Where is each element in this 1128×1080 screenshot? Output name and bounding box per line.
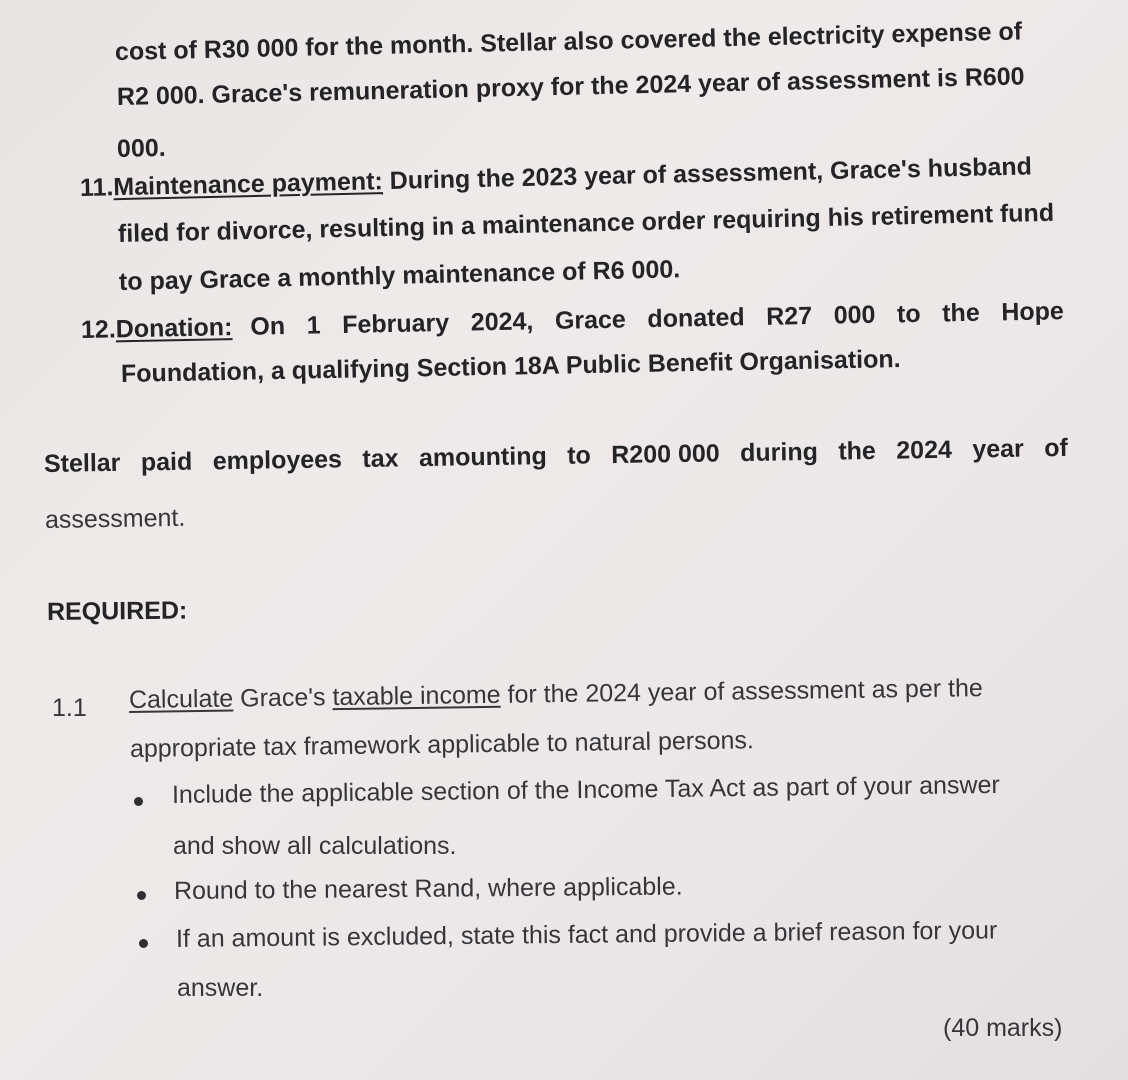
bullet-dot-1 (134, 797, 143, 806)
question-line-2: appropriate tax framework applicable to natural persons. (129, 726, 755, 763)
item-12-word: February (341, 308, 450, 339)
question-text-a: Grace's (233, 683, 333, 713)
question-line-1 (129, 674, 983, 715)
item-12-word: 2024, (470, 307, 534, 337)
bullet-2-line-1: Round to the nearest Rand, where applicable. (173, 872, 683, 905)
item-12-word: 1 (306, 311, 321, 340)
item-11-number: 11. (79, 173, 114, 202)
item-11-line-2: filed for divorce, resulting in a maintenance order requiring his retirement fund (117, 198, 1055, 248)
item-12-word: Hope (1001, 297, 1065, 327)
item-12-word: donated (647, 303, 745, 334)
item-11-text: During the 2023 year of assessment, Grace's husband (382, 152, 1033, 196)
question-word-calculate: Calculate (128, 684, 234, 714)
item-12-text (250, 297, 1064, 342)
stellar-word: R200 000 (611, 439, 720, 470)
bullet-1-line-1: Include the applicable section of the Income Tax Act as part of your answer (171, 770, 1000, 809)
item-12-word: Grace (554, 305, 627, 335)
item-11-heading: Maintenance payment: (113, 167, 384, 202)
stellar-word: the (838, 436, 877, 466)
bullet-dot-2 (137, 891, 146, 900)
item-12-word: the (941, 298, 980, 328)
stellar-word: tax (362, 444, 399, 473)
bullet-3-line-2: answer. (177, 974, 264, 1002)
stellar-line-1 (44, 434, 1068, 479)
stellar-line-2: assessment. (44, 503, 186, 534)
item-12-heading: Donation: (115, 313, 233, 344)
stellar-word: of (1044, 433, 1069, 463)
stellar-word: employees (212, 445, 343, 476)
stellar-word: during (739, 437, 819, 468)
bullet-1-line-2: and show all calculations. (173, 832, 457, 860)
item-12-word: to (896, 299, 921, 329)
stellar-word: 2024 (896, 435, 953, 465)
paragraph-10-line-1: cost of R30 000 for the month. Stellar also covered the electricity expense of (114, 17, 1023, 66)
bullet-dot-3 (139, 939, 148, 948)
paragraph-10-line-3: 000. (116, 133, 166, 163)
stellar-word: Stellar (43, 448, 121, 478)
item-12-word: R27 (765, 301, 813, 331)
item-12-number: 12. (80, 315, 117, 344)
required-heading: REQUIRED: (46, 596, 188, 626)
marks-label: (40 marks) (943, 1014, 1063, 1042)
stellar-word: paid (140, 447, 193, 477)
item-12-line-1 (81, 297, 1064, 345)
bullet-3-line-1: If an amount is excluded, state this fact and provide a brief reason for your (175, 916, 998, 953)
paragraph-10-line-2: R2 000. Grace's remuneration proxy for the 2024 year of assessment is R600 (116, 62, 1025, 111)
item-11-line-1 (80, 152, 1033, 203)
item-12-line-2: Foundation, a qualifying Section 18A Public Benefit Organisation. (120, 345, 901, 388)
question-taxable-income: taxable income (332, 680, 501, 712)
item-12-word: On (250, 312, 286, 341)
item-12-word: 000 (833, 300, 876, 330)
stellar-word: to (566, 441, 592, 470)
item-11-line-3: to pay Grace a monthly maintenance of R6 000. (118, 255, 681, 296)
stellar-word: year (972, 434, 1025, 464)
question-number: 1.1 (52, 694, 87, 722)
question-text-b: for the 2024 year of assessment as per the (500, 674, 983, 709)
stellar-word: amounting (418, 442, 547, 473)
